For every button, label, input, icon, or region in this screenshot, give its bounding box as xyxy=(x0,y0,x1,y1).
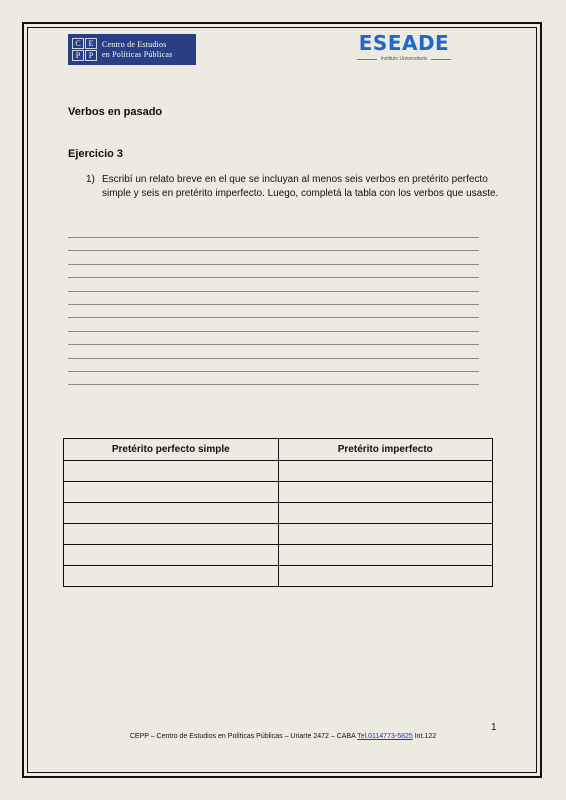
table-row xyxy=(64,545,493,566)
footer-phone-link[interactable]: Tel.0114773-5825 xyxy=(357,733,413,740)
writing-line[interactable] xyxy=(68,304,479,305)
writing-line[interactable] xyxy=(68,358,479,359)
table-cell[interactable] xyxy=(278,503,493,524)
writing-line[interactable] xyxy=(68,331,479,332)
writing-line[interactable] xyxy=(68,291,479,292)
footer-extension: Int.122 xyxy=(414,733,437,740)
eseade-logo xyxy=(348,32,460,66)
table-row xyxy=(64,503,493,524)
writing-line[interactable] xyxy=(68,264,479,265)
eseade-logo-subtitle-row xyxy=(348,56,460,62)
instruction-text: Escribí un relato breve en el que se incluyan al menos seis verbos en pretérito perfecto simple y seis en pretérito imperfecto. Luego, completá la tabla con los verbos que usaste. xyxy=(102,174,499,199)
divider xyxy=(357,59,377,60)
cepp-logo-line2: en Políticas Públicas xyxy=(102,49,173,59)
writing-line[interactable] xyxy=(68,237,479,238)
column-header-preterito-imperfecto: Pretérito imperfecto xyxy=(278,439,493,461)
writing-line[interactable] xyxy=(68,384,479,385)
footer-text: CEPP – Centro de Estudios en Políticas Públicas – Uriarte 2472 – CABA xyxy=(129,733,356,740)
table-row xyxy=(64,482,493,503)
writing-line[interactable] xyxy=(68,317,479,318)
writing-line[interactable] xyxy=(68,344,479,345)
table-cell[interactable] xyxy=(64,524,279,545)
exercise-heading: Ejercicio 3 xyxy=(68,148,124,160)
table-cell[interactable] xyxy=(64,545,279,566)
page-title: Verbos en pasado xyxy=(68,106,163,118)
table-cell[interactable] xyxy=(278,482,493,503)
column-header-preterito-perfecto-simple: Pretérito perfecto simple xyxy=(64,439,279,461)
divider xyxy=(431,59,451,60)
table-cell[interactable] xyxy=(64,566,279,587)
table-header-row xyxy=(64,439,493,461)
table-cell[interactable] xyxy=(278,545,493,566)
table-row xyxy=(64,524,493,545)
footer xyxy=(0,733,566,740)
table-cell[interactable] xyxy=(64,482,279,503)
table-cell[interactable] xyxy=(278,524,493,545)
table-cell[interactable] xyxy=(278,566,493,587)
cepp-logo-letter: C xyxy=(72,38,84,49)
writing-lines[interactable] xyxy=(68,237,479,398)
eseade-logo-subtitle: Instituto Universitario xyxy=(380,56,428,62)
table-cell[interactable] xyxy=(64,461,279,482)
writing-line[interactable] xyxy=(68,277,479,278)
cepp-logo-letter: P xyxy=(85,50,97,61)
page-number: 1 xyxy=(491,722,497,733)
table-row xyxy=(64,566,493,587)
table-cell[interactable] xyxy=(278,461,493,482)
cepp-logo-text xyxy=(102,40,172,60)
table-row xyxy=(64,461,493,482)
writing-line[interactable] xyxy=(68,250,479,251)
writing-line[interactable] xyxy=(68,371,479,372)
cepp-logo-line1: Centro de Estudios xyxy=(102,39,167,49)
cepp-logo-mark xyxy=(72,38,97,61)
instruction-number: 1) xyxy=(86,174,95,185)
table-cell[interactable] xyxy=(64,503,279,524)
eseade-logo-name: ESEADE xyxy=(358,31,450,55)
cepp-logo-letter: E xyxy=(85,38,97,49)
instruction-item xyxy=(86,173,506,201)
verb-table xyxy=(63,438,493,587)
page-border-inner xyxy=(27,27,537,773)
cepp-logo-letter: P xyxy=(72,50,84,61)
cepp-logo xyxy=(68,34,196,65)
